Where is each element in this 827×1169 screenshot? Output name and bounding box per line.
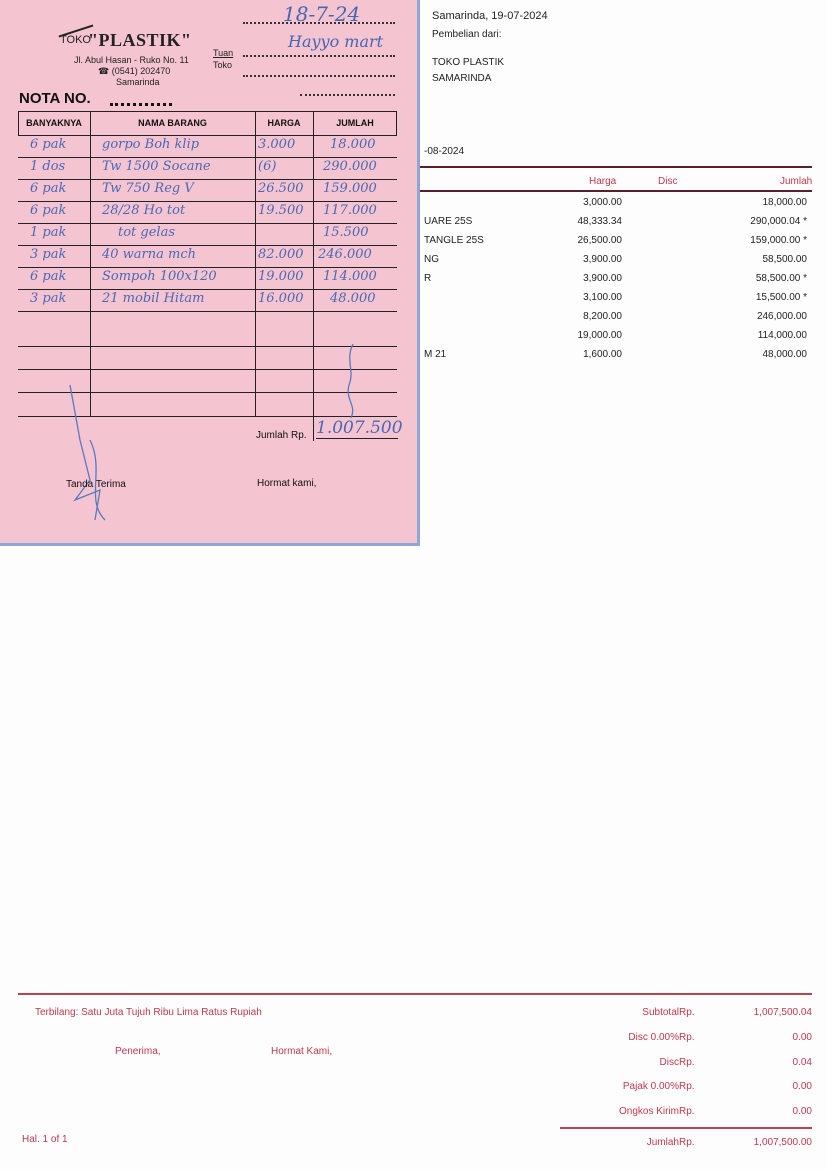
total-value: 0.04 bbox=[792, 1057, 812, 1068]
total-row-disc-pct bbox=[560, 1032, 812, 1050]
col-jumlah-header: Jumlah bbox=[780, 176, 813, 187]
list-item bbox=[18, 137, 397, 159]
item-jumlah: 290,000.04 * bbox=[750, 216, 807, 227]
item: Tw 1500 Socane bbox=[102, 159, 211, 174]
tuan-label: Tuan bbox=[213, 48, 234, 58]
item: 40 warna mch bbox=[102, 247, 197, 262]
item-name: M 21 bbox=[424, 349, 447, 360]
item-jumlah: 246,000.00 bbox=[756, 311, 807, 322]
table-row bbox=[420, 235, 812, 254]
total-mark-scribble bbox=[335, 340, 365, 420]
qty: 6 pak bbox=[30, 137, 67, 152]
price: 19.000 bbox=[258, 269, 304, 284]
price: (6) bbox=[258, 159, 277, 174]
total-value: 0.00 bbox=[792, 1081, 812, 1092]
amount: 159.000 bbox=[323, 181, 377, 196]
item-harga: 19,000.00 bbox=[577, 330, 622, 341]
shop-phone: ☎ (0541) 202470 bbox=[98, 66, 171, 76]
list-item bbox=[18, 225, 397, 247]
currency-label: Rp. bbox=[679, 1032, 695, 1043]
item: gorpo Boh klip bbox=[102, 137, 200, 152]
price: 82.000 bbox=[258, 247, 304, 262]
shop-name: "PLASTIK" bbox=[88, 30, 192, 50]
currency-label: Rp. bbox=[679, 1057, 695, 1068]
toko-label: Toko bbox=[213, 60, 233, 70]
purchase-from-label: Pembelian dari: bbox=[432, 29, 502, 40]
buyer-line-2 bbox=[243, 75, 395, 77]
table-row bbox=[420, 292, 812, 311]
list-item bbox=[18, 247, 397, 269]
price: 19.500 bbox=[258, 203, 304, 218]
total-value: 0.00 bbox=[792, 1032, 812, 1043]
total-label: Jumlah Rp. bbox=[256, 430, 307, 441]
amount: 117.000 bbox=[323, 203, 377, 218]
vendor-city: SAMARINDA bbox=[432, 73, 492, 84]
total-label: Disc bbox=[659, 1057, 679, 1068]
table-top-rule bbox=[420, 166, 812, 168]
total-row-shipping bbox=[560, 1106, 812, 1124]
table-row bbox=[420, 216, 812, 235]
total-row-subtotal bbox=[560, 1007, 812, 1025]
grand-total-value: 1,007,500.00 bbox=[753, 1137, 812, 1148]
col-disc-header: Disc bbox=[658, 176, 678, 187]
buyer-line bbox=[243, 55, 395, 57]
total-value: 1,007,500.04 bbox=[753, 1007, 812, 1018]
item-jumlah: 48,000.00 bbox=[762, 349, 807, 360]
item-jumlah: 114,000.00 bbox=[757, 330, 807, 341]
table-header-rule bbox=[420, 190, 812, 192]
item-name: UARE 25S bbox=[424, 216, 473, 227]
item: Tw 750 Reg V bbox=[102, 181, 194, 196]
item-jumlah: 58,500.00 * bbox=[755, 273, 807, 284]
sender-label: Hormat kami, bbox=[257, 478, 317, 489]
receiver-signature-label: Penerima, bbox=[115, 1046, 161, 1057]
item-name: NG bbox=[424, 254, 439, 265]
item-harga: 26,500.00 bbox=[577, 235, 622, 246]
total-value: 1.007.500 bbox=[316, 418, 403, 438]
sender-signature-label: Hormat Kami, bbox=[271, 1046, 333, 1057]
grand-total-rule bbox=[560, 1127, 812, 1129]
currency-label: Rp. bbox=[679, 1081, 695, 1092]
due-date-partial: -08-2024 bbox=[424, 146, 465, 157]
amount-in-words: Terbilang: Satu Juta Tujuh Ribu Lima Ratus Rupiah bbox=[35, 1007, 262, 1018]
amount: 18.000 bbox=[330, 137, 376, 152]
col-harga: HARGA bbox=[267, 118, 301, 128]
currency-label: Rp. bbox=[679, 1106, 695, 1117]
list-item bbox=[18, 203, 397, 225]
total-row-tax bbox=[560, 1081, 812, 1099]
price: 26.500 bbox=[258, 181, 304, 196]
amount: 114.000 bbox=[323, 269, 377, 284]
receiver-label: Tanda Terima bbox=[66, 479, 126, 490]
nota-title: NOTA NO. bbox=[19, 90, 91, 107]
vendor-name: TOKO PLASTIK bbox=[432, 57, 505, 68]
handwritten-buyer: Hayyo mart bbox=[288, 32, 384, 51]
grand-total-label: Jumlah bbox=[646, 1137, 679, 1148]
amount: 246.000 bbox=[318, 247, 372, 262]
amount: 290.000 bbox=[323, 159, 377, 174]
item-harga: 1,600.00 bbox=[583, 349, 622, 360]
qty: 6 pak bbox=[30, 181, 67, 196]
col-banyaknya: BANYAKNYA bbox=[26, 118, 82, 128]
signature-scribble bbox=[60, 380, 150, 530]
item-harga: 3,900.00 bbox=[583, 254, 622, 265]
item-name: R bbox=[424, 273, 432, 284]
item: 21 mobil Hitam bbox=[102, 291, 205, 306]
item-name: TANGLE 25S bbox=[424, 235, 484, 246]
qty: 6 pak bbox=[30, 203, 67, 218]
item-jumlah: 58,500.00 bbox=[762, 254, 807, 265]
table-row bbox=[420, 273, 812, 292]
vendor-block bbox=[432, 55, 504, 87]
nota-number-line bbox=[300, 94, 395, 96]
col-nama-barang: NAMA BARANG bbox=[138, 118, 207, 128]
table-row bbox=[420, 311, 812, 330]
pink-receipt bbox=[0, 0, 420, 546]
qty: 1 pak bbox=[30, 225, 67, 240]
total-value: 0.00 bbox=[792, 1106, 812, 1117]
item-harga: 3,100.00 bbox=[583, 292, 622, 303]
invoice-date: Samarinda, 19-07-2024 bbox=[432, 10, 548, 22]
item-jumlah: 15,500.00 * bbox=[755, 292, 807, 303]
item-harga: 3,000.00 bbox=[583, 197, 622, 208]
amount: 48.000 bbox=[330, 291, 376, 306]
item: 28/28 Ho tot bbox=[102, 203, 186, 218]
list-item bbox=[18, 269, 397, 291]
table-row bbox=[420, 197, 812, 216]
item-harga: 8,200.00 bbox=[583, 311, 622, 322]
total-label: Disc 0.00% bbox=[628, 1032, 679, 1043]
qty: 1 dos bbox=[30, 159, 66, 174]
grand-total-row bbox=[560, 1137, 812, 1155]
table-line bbox=[18, 135, 397, 136]
list-item bbox=[18, 159, 397, 181]
currency-label: Rp. bbox=[679, 1007, 695, 1018]
page-number: Hal. 1 of 1 bbox=[22, 1134, 68, 1145]
qty: 3 pak bbox=[30, 291, 67, 306]
list-item bbox=[18, 291, 397, 313]
total-row-disc bbox=[560, 1057, 812, 1075]
item-jumlah: 18,000.00 bbox=[762, 197, 807, 208]
item-harga: 3,900.00 bbox=[583, 273, 622, 284]
table-row bbox=[420, 330, 812, 349]
qty: 3 pak bbox=[30, 247, 67, 262]
price: 3.000 bbox=[258, 137, 296, 152]
handwritten-date: 18-7-24 bbox=[283, 2, 361, 26]
price: 16.000 bbox=[258, 291, 304, 306]
item-harga: 48,333.34 bbox=[577, 216, 622, 227]
shop-city: Samarinda bbox=[116, 77, 160, 87]
total-label: Ongkos Kirim bbox=[618, 1106, 679, 1117]
item-jumlah: 159,000.00 * bbox=[750, 235, 807, 246]
item: Sompoh 100x120 bbox=[102, 269, 217, 284]
table-row bbox=[420, 254, 812, 273]
total-label: Subtotal bbox=[642, 1007, 679, 1018]
qty: 6 pak bbox=[30, 269, 67, 284]
footer-rule bbox=[18, 993, 812, 995]
currency-label: Rp. bbox=[679, 1137, 695, 1148]
col-harga-header: Harga bbox=[589, 176, 617, 187]
col-jumlah: JUMLAH bbox=[336, 118, 374, 128]
nota-number-dots bbox=[110, 103, 172, 106]
amount: 15.500 bbox=[323, 225, 369, 240]
shop-address: Jl. Abul Hasan - Ruko No. 11 bbox=[74, 55, 189, 65]
list-item bbox=[18, 181, 397, 203]
total-label: Pajak 0.00% bbox=[622, 1081, 679, 1092]
table-row bbox=[420, 349, 812, 368]
shop-prefix: TOKO bbox=[60, 34, 91, 46]
item: tot gelas bbox=[118, 225, 176, 240]
